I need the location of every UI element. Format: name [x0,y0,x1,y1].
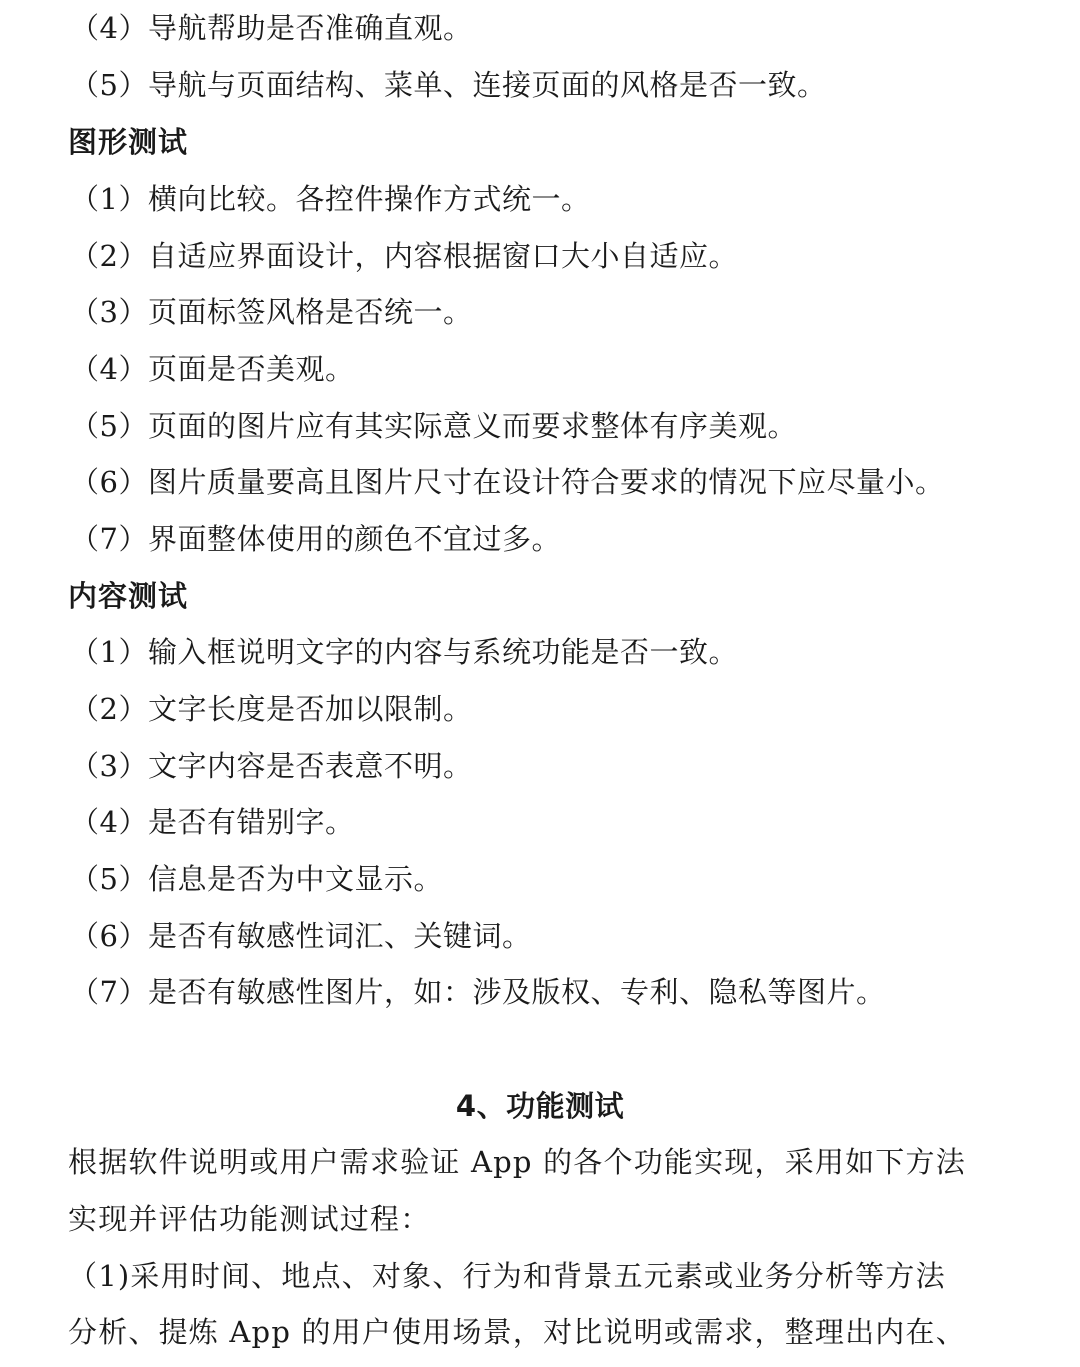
content-item-5: （5）信息是否为中文显示。 [70,862,443,896]
nav-item-4: （4）导航帮助是否准确直观。 [70,11,473,45]
content-item-4: （4）是否有错别字。 [70,805,355,839]
graphics-item-7: （7）界面整体使用的颜色不宜过多。 [70,522,561,556]
content-item-1: （1）输入框说明文字的内容与系统功能是否一致。 [70,635,738,669]
functional-paragraph-line-1: 根据软件说明或用户需求验证 App 的各个功能实现，采用如下方法 [68,1145,966,1179]
nav-item-5: （5）导航与页面结构、菜单、连接页面的风格是否一致。 [70,68,827,102]
content-item-6: （6）是否有敏感性词汇、关键词。 [70,919,532,953]
graphics-item-5: （5）页面的图片应有其实际意义而要求整体有序美观。 [70,409,797,443]
content-item-7: （7）是否有敏感性图片，如：涉及版权、专利、隐私等图片。 [70,975,886,1009]
functional-test-title: 4、功能测试 [455,1089,625,1123]
content-item-2: （2）文字长度是否加以限制。 [70,692,473,726]
functional-paragraph-line-2: 实现并评估功能测试过程： [68,1202,431,1236]
graphics-item-3: （3）页面标签风格是否统一。 [70,295,473,329]
graphics-test-heading: 图形测试 [68,125,189,159]
graphics-item-1: （1）横向比较。各控件操作方式统一。 [70,182,591,216]
graphics-item-2: （2）自适应界面设计，内容根据窗口大小自适应。 [70,239,738,273]
functional-item-1-line-2: 分析、提炼 App 的用户使用场景，对比说明或需求，整理出内在、 [68,1315,966,1349]
graphics-item-4: （4）页面是否美观。 [70,352,355,386]
content-test-heading: 内容测试 [68,579,189,613]
functional-item-1-line-1: （1)采用时间、地点、对象、行为和背景五元素或业务分析等方法 [68,1259,946,1293]
graphics-item-6: （6）图片质量要高且图片尺寸在设计符合要求的情况下应尽量小。 [70,465,945,499]
content-item-3: （3）文字内容是否表意不明。 [70,749,473,783]
